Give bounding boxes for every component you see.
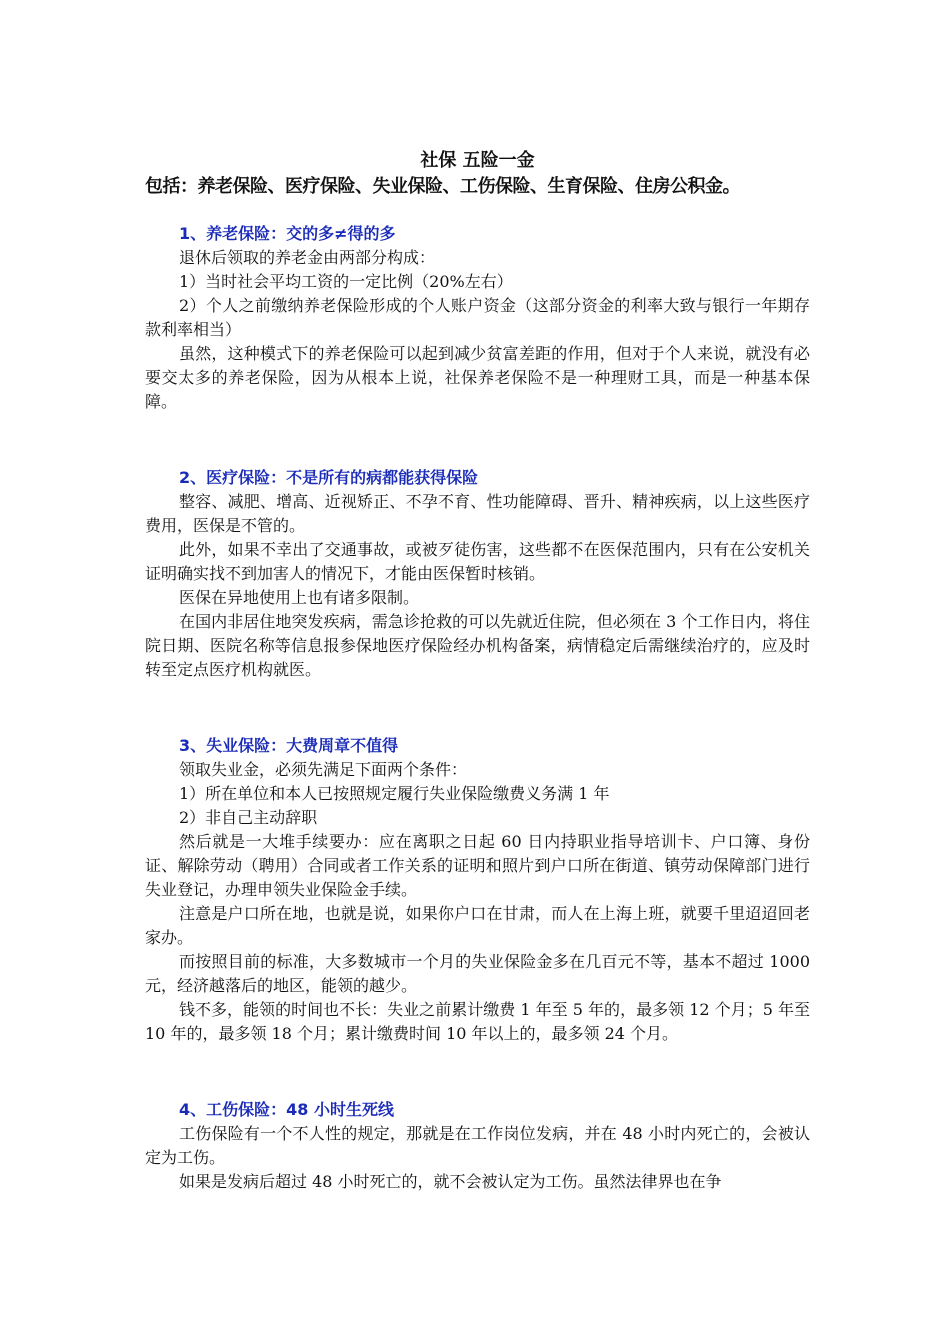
section-work-injury [145,1098,810,1194]
paragraph: 而按照目前的标准，大多数城市一个月的失业保险金多在几百元不等，基本不超过 1000 元，经济越落后的地区，能领的越少。 [145,952,810,995]
paragraph: 虽然，这种模式下的养老保险可以起到减少贫富差距的作用，但对于个人来说，就没有必要交太多的养老保险，因为从根本上说，社保养老保险不是一种理财工具，而是一种基本保障。 [145,344,810,411]
paragraph: 2）非自己主动辞职 [179,808,318,827]
section-heading: 4、工伤保险：48 小时生死线 [179,1100,394,1119]
section-medical [145,466,810,682]
paragraph: 在国内非居住地突发疾病，需急诊抢救的可以先就近住院，但必须在 3 个工作日内，将住院日期、医院名称等信息报参保地医疗保险经办机构备案，病情稳定后需继续治疗的，应及时转至定点医疗机构就医。 [145,612,810,679]
paragraph: 领取失业金，必须先满足下面两个条件： [179,760,468,779]
paragraph: 2）个人之前缴纳养老保险形成的个人账户资金（这部分资金的利率大致与银行一年期存款利率相当） [145,296,810,339]
paragraph: 如果是发病后超过 48 小时死亡的，就不会被认定为工伤。虽然法律界也在争 [179,1172,722,1191]
section-heading: 3、失业保险：大费周章不值得 [179,736,399,755]
section-heading: 1、养老保险：交的多≠得的多 [179,224,396,243]
paragraph: 注意是户口所在地，也就是说，如果你户口在甘肃，而人在上海上班，就要千里迢迢回老家办。 [145,904,810,947]
document-page [145,148,810,1194]
paragraph: 退休后领取的养老金由两部分构成： [179,248,436,267]
section-unemployment [145,734,810,1046]
paragraph: 医保在异地使用上也有诸多限制。 [179,588,420,607]
paragraph: 工伤保险有一个不人性的规定，那就是在工作岗位发病，并在 48 小时内死亡的，会被认定为工伤。 [145,1124,810,1167]
paragraph: 然后就是一大堆手续要办：应在离职之日起 60 日内持职业指导培训卡、户口簿、身份证、解除劳动（聘用）合同或者工作关系的证明和照片到户口所在街道、镇劳动保障部门进行失业登记，办理申领失业保险金手续。 [145,832,810,899]
paragraph: 1）所在单位和本人已按照规定履行失业保险缴费义务满 1 年 [179,784,610,803]
paragraph: 整容、减肥、增高、近视矫正、不孕不育、性功能障碍、晋升、精神疾病，以上这些医疗费用，医保是不管的。 [145,492,810,535]
paragraph: 钱不多，能领的时间也不长：失业之前累计缴费 1 年至 5 年的，最多领 12 个月；5 年至 10 年的，最多领 18 个月；累计缴费时间 10 年以上的，最多领 24 个月。 [145,1000,810,1043]
section-heading: 2、医疗保险：不是所有的病都能获得保险 [179,468,479,487]
page-title: 社保 五险一金 [420,150,535,171]
page-subtitle: 包括：养老保险、医疗保险、失业保险、工伤保险、生育保险、住房公积金。 [145,176,740,197]
paragraph: 1）当时社会平均工资的一定比例（20%左右） [179,272,513,291]
paragraph: 此外，如果不幸出了交通事故，或被歹徒伤害，这些都不在医保范围内，只有在公安机关证明确实找不到加害人的情况下，才能由医保暂时核销。 [145,540,810,583]
section-pension [145,222,810,414]
